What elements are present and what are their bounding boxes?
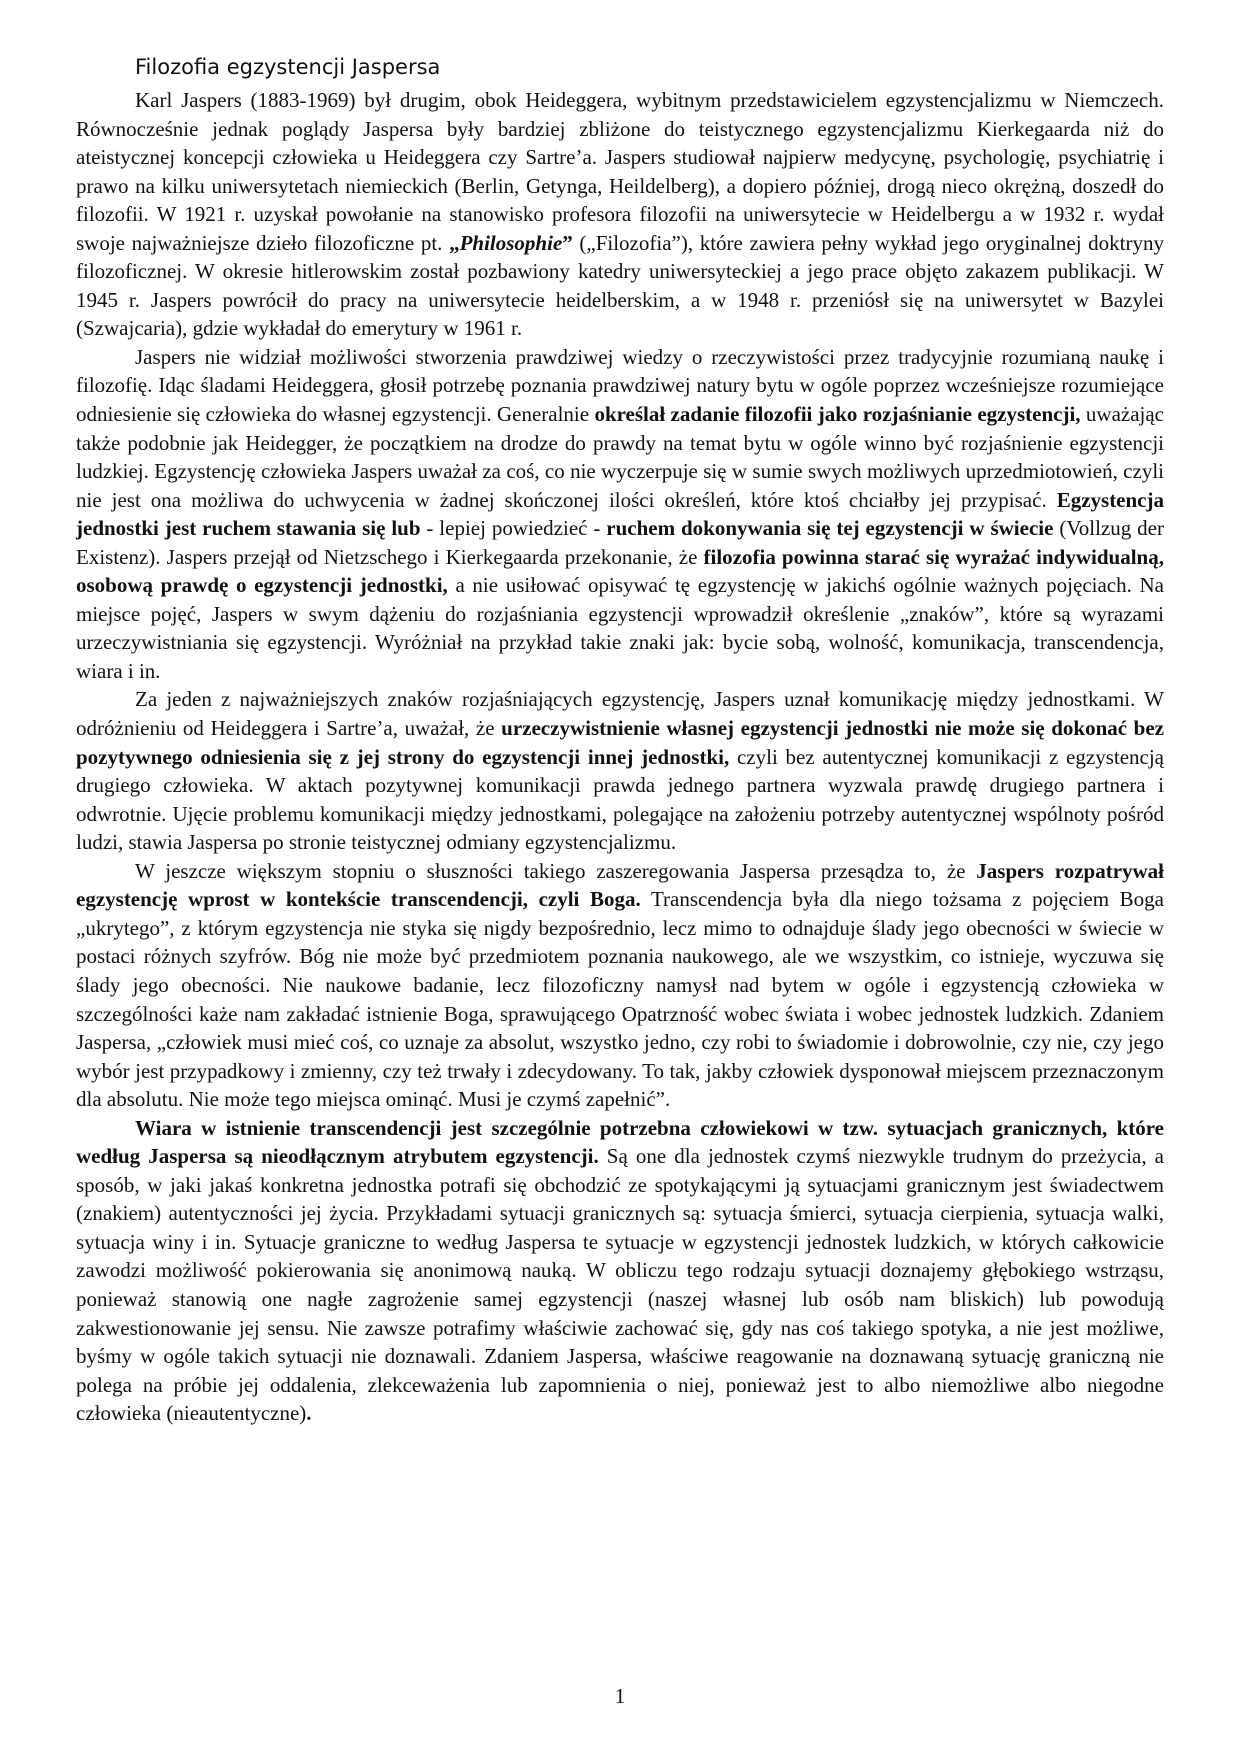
bold-text: Egzystencja jednostki jest ruchem stawania się lub [76,487,1164,541]
text-run: („Filozofia”), które zawiera pełny wykład jego oryginalnej doktryny filozoficznej. W okresie hitlerowskim został pozbawiony katedry uniwersyteckiej a jego prace objęto zakazem publikacji. W 1945 r. Jaspers powrócił do pracy na uniwersytecie heidelberskim, a w 1948 r. przeniósł się na uniwersytet w Bazylei (Szwajcaria), gdzie wykładał do emerytury w 1961 r. [76,230,1165,341]
text-run: uważając także podobnie jak Heidegger, że początkiem na drodze do prawdy na temat bytu w ogóle winno być rozjaśnienie egzystencji ludzkiej. Egzystencję człowieka Jaspers uważał za coś, co nie wyczerpuje się w sumie swych możliwych uprzedmiotowień, czyli nie jest ona możliwa do uchwycenia w żadnej skończonej ilości określeń, które ktoś chciałby jej przypisać. [76,402,1165,512]
text-run: czyli bez autentycznej komunikacji z egzystencją drugiego człowieka. W aktach pozytywnej komunikacji prawda jednego partnera wyzwala prawdę drugiego partnera i odwrotnie. Ujęcie problemu komunikacji między jednostkami, polegające na założeniu potrzeby autentycznej wspólnoty pośród ludzi, stawia Jaspersa po stronie teistycznej odmiany egzystencjalizmu. [76,744,1164,855]
paragraph [76,685,1164,856]
bold-text: filozofia powinna starać się wyrażać indywidualną, osobową prawdę o egzystencji jednostki, [76,544,1164,598]
text-run: Są one dla jednostek czymś niezwykle trudnym do przeżycia, a sposób, w jaki jakaś konkretna jednostka potrafi się obchodzić ze spotykającymi ją sytuacjami granicznym jest świadectwem (znakiem) autentyczności jej życia. Przykładami sytuacji granicznych są: sytuacja śmierci, sytuacja cierpienia, sytuacja walki, sytuacja winy i in. Sytuacje graniczne to według Jaspersa te sytuacje w egzystencji jednostek ludzkich, w których całkowicie zawodzi możliwość pokierowania się anonimową nauką. W obliczu tego rodzaju sytuacji doznajemy głębokiego wstrząsu, ponieważ stanowią one nagłe zagrożenie samej egzystencji (naszej własnej lub osób nam bliskich) lub powodują zakwestionowanie jej sensu. Nie zawsze potrafimy właściwie zachować się, gdy nas coś takiego spotyka, a nie jest możliwe, byśmy w ogóle takich sytuacji nie doznawali. Zdaniem Jaspersa, właściwe reagowanie na doznawaną sytuację graniczną nie polega na próbie jej oddalenia, zlekceważenia lub zapomnienia o niej, ponieważ jest to albo niemożliwe albo niegodne człowieka (nieautentyczne) [76,1144,1164,1426]
bold-text: . [306,1401,312,1426]
bold-text: „ [449,230,460,255]
paragraph [76,343,1164,686]
text-run: Karl Jaspers (1883-1969) był drugim, obok Heideggera, wybitnym przedstawicielem egzystencjalizmu w Niemczech. Równocześnie jednak poglądy Jaspersa były bardziej zbliżone do teistycznego egzystencjalizmu Kierkegaarda niż do ateistycznej koncepcji człowieka u Heideggera czy Sartre’a. Jaspers studiował najpierw medycynę, psychologię, psychiatrię i prawo na kilku uniwersytetach niemieckich (Berlin, Getynga, Heildelberg), a dopiero później, drogą nieco okrężną, doszedł do filozofii. W 1921 r. uzyskał powołanie na stanowisko profesora filozofii na uniwersytecie w Heidelbergu a w 1932 r. wydał swoje najważniejsze dzieło filozoficzne pt. [76,88,1164,255]
text-run: Transcendencja była dla niego tożsama z pojęciem Boga „ukrytego”, z którym egzystencja nie styka się nigdy bezpośrednio, lecz mimo to odnajduje ślady jego obecności w świecie w postaci różnych szyfrów. Bóg nie może być przedmiotem poznania naukowego, ale we wszystkim, co istnieje, wyczuwa się ślady jego obecności. Nie naukowe badanie, lecz filozoficzny namysł nad bytem w ogóle i egzystencją człowieka w szczególności każe nam zakładać istnienie Boga, sprawującego Opatrzność wobec świata i wobec jednostek ludzkich. Zdaniem Jaspersa, „człowiek musi mieć coś, co uznaje za absolut, wszystko jedno, czy robi to świadomie i dobrowolnie, czy nie, czy jego wybór jest przypadkowy i zmienny, czy też trwały i zdecydowany. To tak, jakby człowiek dysponował miejscem przeznaczonym dla absolutu. Nie może tego miejsca ominąć. Musi je czymś zapełnić”. [76,887,1164,1112]
bold-text: ” [562,230,573,255]
paragraph [76,857,1164,1114]
bold-text: określał zadanie filozofii jako rozjaśnianie egzystencji, [594,402,1081,427]
text-run: - lepiej powiedzieć - [420,516,607,541]
text-run: (Vollzug der Existenz). Jaspers przejął od Nietzschego i Kierkegaarda przekonanie, że [76,516,1164,569]
document-title: Filozofia egzystencji Jaspersa [135,55,441,79]
text-run: W jeszcze większym stopniu o słuszności takiego zaszeregowania Jaspersa przesądza to, że [135,858,977,883]
paragraph [76,86,1164,343]
page-number: 1 [614,1684,626,1708]
bold-text: urzeczywistnienie własnej egzystencji jednostki nie może się dokonać bez pozytywnego odniesienia się z jej strony do egzystencji innej jednostki, [76,716,1164,769]
bold-text: Wiara w istnienie transcendencji jest szczególnie potrzebna człowiekowi w tzw. sytuacjach granicznych, które według Jaspersa są nieodłącznym atrybutem egzystencji. [76,1115,1164,1169]
bold-text: ruchem dokonywania się tej egzystencji w świecie [606,516,1054,541]
document-body [76,52,1164,1428]
text-run: a nie usiłować opisywać tę egzystencję w jakichś ogólnie ważnych pojęciach. Na miejsce pojęć, Jaspers w swym dążeniu do rozjaśniania egzystencji wprowadził określenie „znaków”, które są wyrazami urzeczywistniania się egzystencji. Wyróżniał na przykład takie znaki jak: bycie sobą, wolność, komunikacja, transcendencja, wiara i in. [76,573,1164,683]
bold-italic-text: Philosophie [459,230,563,255]
text-run: Za jeden z najważniejszych znaków rozjaśniających egzystencję, Jaspers uznał komunikację między jednostkami. W odróżnieniu od Heideggera i Sartre’a, uważał, że [76,687,1164,741]
text-run: Jaspers nie widział możliwości stworzenia prawdziwej wiedzy o rzeczywistości przez tradycyjnie rozumianą naukę i filozofię. Idąc śladami Heideggera, głosił potrzebę poznania prawdziwej natury bytu w ogóle poprzez wcześniejsze rozumiejące odniesienie się człowieka do własnej egzystencji. Generalnie [76,344,1164,427]
paragraph [76,1114,1164,1428]
bold-text: Jaspers rozpatrywał egzystencję wprost w kontekście transcendencji, czyli Boga. [76,858,1165,912]
